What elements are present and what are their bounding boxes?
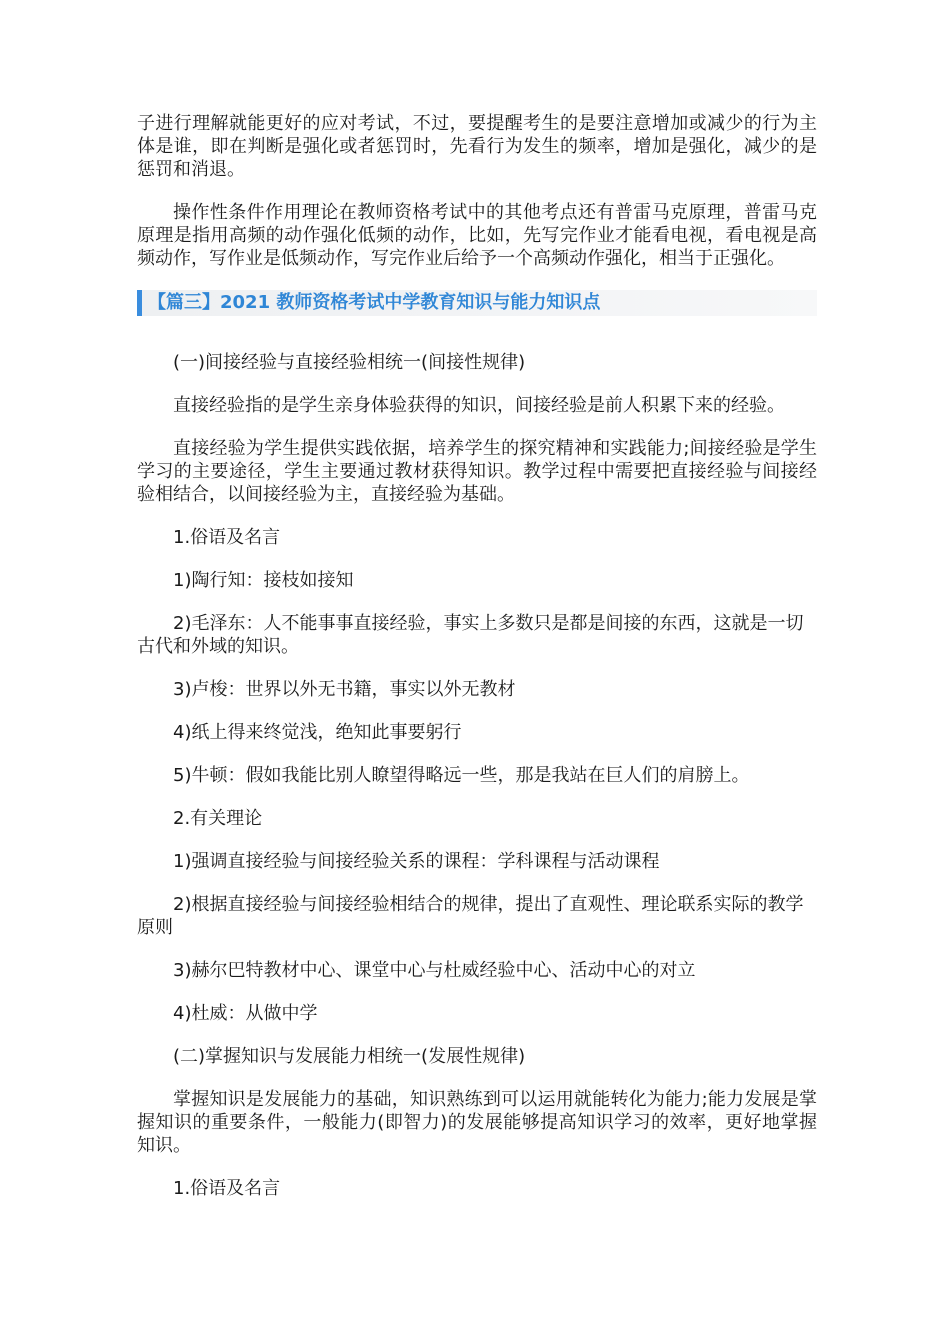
list-item-rousseau: 3)卢梭：世界以外无书籍，事实以外无教材 — [173, 679, 516, 700]
paragraph-premack-principle: 操作性条件作用理论在教师资格考试中的其他考点还有普雷马克原理，普雷马克原理是指用高频的动作强化低频的动作，比如，先写完作业才能看电视，看电视是高频动作，写作业是低频动作，写完作业后给予一个高频动作强化，相当于正强化。 — [137, 202, 817, 269]
list-item-herbart-dewey: 3)赫尔巴特教材中心、课堂中心与杜威经验中心、活动中心的对立 — [173, 960, 696, 981]
paragraph-direct-experience-role: 直接经验为学生提供实践依据，培养学生的探究精神和实践能力;间接经验是学生学习的主要途径，学生主要通过教材获得知识。教学过程中需要把直接经验与间接经验相结合，以间接经验为主，直接经验为基础。 — [137, 438, 817, 505]
list-item-mao-zedong: 2)毛泽东：人不能事事直接经验，事实上多数只是都是间接的东西，这就是一切古代和外域的知识。 — [137, 613, 804, 657]
list-item-teaching-principles: 2)根据直接经验与间接经验相结合的规律，提出了直观性、理论联系实际的教学原则 — [137, 894, 804, 938]
paragraph-direct-experience-definition: 直接经验指的是学生亲身体验获得的知识，间接经验是前人积累下来的经验。 — [173, 395, 785, 416]
list-item-newton: 5)牛顿：假如我能比别人瞭望得略远一些，那是我站在巨人们的肩膀上。 — [173, 765, 750, 786]
list-item-tao-xingzhi: 1)陶行知：接枝如接知 — [173, 570, 354, 591]
list-item-dewey: 4)杜威：从做中学 — [173, 1003, 318, 1024]
paragraph-knowledge-ability: 掌握知识是发展能力的基础，知识熟练到可以运用就能转化为能力;能力发展是掌握知识的重要条件，一般能力(即智力)的发展能够提高知识学习的效率，更好地掌握知识。 — [137, 1089, 817, 1156]
paragraph-continuation: 子进行理解就能更好的应对考试，不过，要提醒考生的是要注意增加或减少的行为主体是谁，即在判断是强化或者惩罚时，先看行为发生的频率，增加是强化，减少的是惩罚和消退。 — [137, 113, 817, 180]
section-heading-text: 【篇三】2021 教师资格考试中学教育知识与能力知识点 — [148, 292, 601, 313]
list-heading-sayings-2: 1.俗语及名言 — [173, 1178, 281, 1199]
document-page — [137, 112, 817, 1220]
subsection-title-indirect-experience: (一)间接经验与直接经验相统一(间接性规律) — [173, 352, 526, 373]
section-heading — [137, 290, 817, 316]
list-item-proverb: 4)纸上得来终觉浅，绝知此事要躬行 — [173, 722, 462, 743]
list-heading-sayings: 1.俗语及名言 — [173, 527, 281, 548]
list-item-curriculum: 1)强调直接经验与间接经验关系的课程：学科课程与活动课程 — [173, 851, 660, 872]
list-heading-theories: 2.有关理论 — [173, 808, 263, 829]
subsection-title-knowledge-ability: (二)掌握知识与发展能力相统一(发展性规律) — [173, 1046, 526, 1067]
